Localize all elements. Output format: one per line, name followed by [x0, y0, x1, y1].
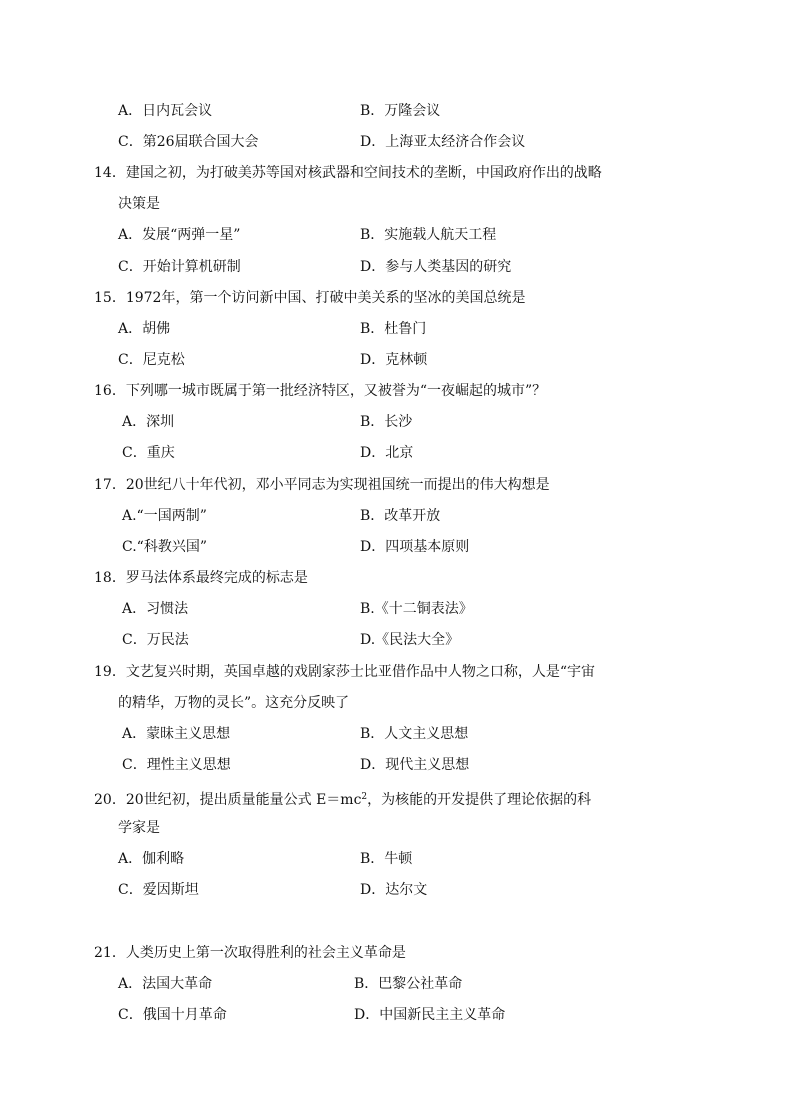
q17-option-a: A.“一国两制”: [122, 508, 207, 524]
q13-option-d: D．上海亚太经济合作会议: [360, 134, 526, 150]
q20-option-c: C．爱因斯坦: [118, 882, 199, 898]
q14-stem-line2: 决策是: [118, 196, 160, 212]
q19-option-d: D．现代主义思想: [360, 757, 470, 773]
q20-stem-text-pre: 20．20世纪初，提出质量能量公式 E＝mc: [94, 792, 362, 808]
q19-option-b: B．人文主义思想: [360, 726, 469, 742]
q15-option-d: D．克林顿: [360, 352, 428, 368]
q15-option-c: C．尼克松: [118, 352, 185, 368]
q19-option-c: C．理性主义思想: [122, 757, 231, 773]
q21-option-d: D．中国新民主主义革命: [354, 1007, 506, 1023]
q20-stem-line2: 学家是: [118, 820, 160, 836]
q19-stem-line1: 19．文艺复兴时期，英国卓越的戏剧家莎士比亚借作品中人物之口称，人是“宇宙: [94, 664, 595, 680]
q15-stem-line1: 15．1972年，第一个访问新中国、打破中美关系的坚冰的美国总统是: [94, 290, 526, 306]
q21-option-a: A．法国大革命: [118, 976, 213, 992]
q14-stem-line1: 14．建国之初，为打破美苏等国对核武器和空间技术的垄断，中国政府作出的战略: [94, 165, 602, 181]
q17-option-c: C.“科教兴国”: [122, 539, 207, 555]
q18-option-d: D.《民法大全》: [360, 632, 460, 648]
q18-option-c: C．万民法: [122, 632, 189, 648]
q15-option-b: B．杜鲁门: [360, 321, 427, 337]
q18-option-a: A．习惯法: [122, 601, 189, 617]
q21-option-c: C．俄国十月革命: [118, 1007, 227, 1023]
q14-option-d: D．参与人类基因的研究: [360, 259, 512, 275]
q15-option-a: A．胡佛: [118, 321, 171, 337]
q14-option-b: B．实施载人航天工程: [360, 227, 497, 243]
q16-option-a: A．深圳: [122, 414, 175, 430]
q16-option-d: D．北京: [360, 445, 414, 461]
q14-option-c: C．开始计算机研制: [118, 259, 241, 275]
q16-option-c: C．重庆: [122, 445, 175, 461]
q20-option-d: D．达尔文: [360, 882, 428, 898]
q19-option-a: A．蒙昧主义思想: [122, 726, 231, 742]
q18-option-b: B.《十二铜表法》: [360, 601, 473, 617]
q16-stem-line1: 16．下列哪一城市既属于第一批经济特区，又被誉为“一夜崛起的城市”？: [94, 383, 547, 399]
q14-option-a: A．发展“两弹一星”: [118, 227, 241, 243]
q13-option-a: A．日内瓦会议: [118, 103, 213, 119]
q21-option-b: B．巴黎公社革命: [354, 976, 463, 992]
q18-stem-line1: 18．罗马法体系最终完成的标志是: [94, 570, 308, 586]
q20-option-b: B．牛顿: [360, 851, 413, 867]
q20-stem-line1: [94, 787, 591, 807]
q13-option-b: B．万隆会议: [360, 103, 441, 119]
q20-option-a: A．伽利略: [118, 851, 185, 867]
q20-superscript: 2: [361, 792, 368, 802]
q16-option-b: B．长沙: [360, 414, 413, 430]
q20-stem-text-post: ，为核能的开发提供了理论依据的科: [367, 792, 592, 808]
q17-option-d: D．四项基本原则: [360, 539, 470, 555]
q19-stem-line2: 的精华，万物的灵长”。这充分反映了: [118, 695, 350, 711]
q17-option-b: B．改革开放: [360, 508, 441, 524]
q17-stem-line1: 17．20世纪八十年代初，邓小平同志为实现祖国统一而提出的伟大构想是: [94, 477, 550, 493]
q21-stem-line1: 21．人类历史上第一次取得胜利的社会主义革命是: [94, 945, 406, 961]
q13-option-c: C．第26届联合国大会: [118, 134, 259, 150]
